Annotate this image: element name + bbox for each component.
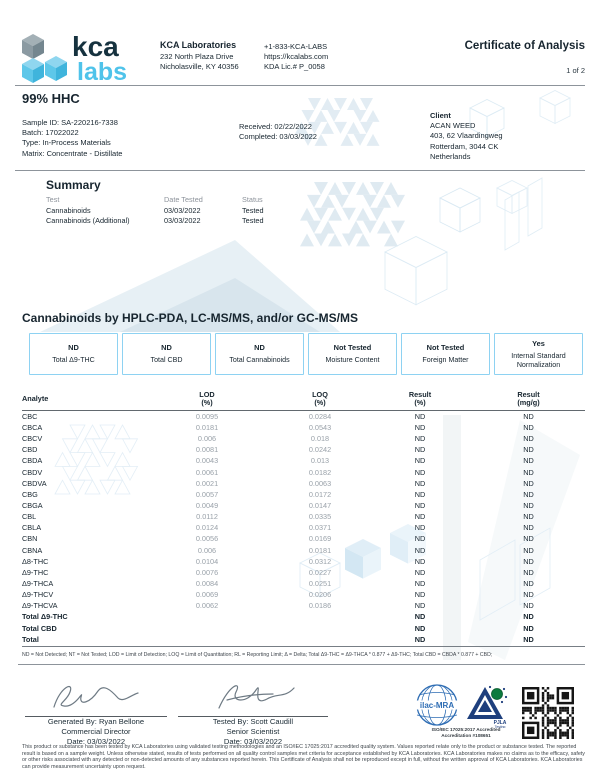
client-name: ACAN WEED bbox=[430, 121, 476, 131]
analyte-row: CBLA 0.0124 0.0371 ND ND bbox=[22, 523, 534, 533]
tested-by-name: Tested By: Scott Caudill bbox=[212, 717, 294, 726]
box-label: Total CBD bbox=[150, 356, 183, 365]
product-title: 99% HHC bbox=[22, 91, 80, 106]
sample-matrix: Matrix: Concentrate - Distillate bbox=[22, 148, 123, 158]
analyte-row: Δ9-THCA 0.0084 0.0251 ND ND bbox=[22, 578, 534, 588]
analyte-row: CBGA 0.0049 0.0147 ND ND bbox=[22, 501, 534, 510]
lab-website: https://kcalabs.com bbox=[264, 52, 329, 62]
result-summary-box bbox=[122, 333, 211, 375]
analyte-row: Δ9-THCVA 0.0062 0.0186 ND ND bbox=[22, 601, 534, 611]
pjla-sub-label: Testing bbox=[494, 725, 506, 728]
result-summary-box bbox=[494, 333, 583, 375]
summary-row: Cannabinoids (Additional) 03/03/2022 Tested bbox=[46, 216, 264, 226]
generated-by-block bbox=[25, 680, 167, 746]
qr-code bbox=[522, 687, 574, 744]
lab-address-2: Nicholasville, KY 40356 bbox=[160, 62, 239, 72]
logo-text-labs: labs bbox=[77, 58, 128, 84]
tested-by-date: Date: 03/03/2022 bbox=[223, 736, 283, 746]
result-summary-boxes bbox=[29, 333, 583, 375]
column-header: Analyte bbox=[22, 394, 49, 404]
accreditation-text: ISO/IEC 17025:2017 Accredited Accreditation #108651 bbox=[431, 727, 501, 738]
box-label: Total Cannabinoids bbox=[229, 356, 290, 365]
analyte-row: Δ8-THC 0.0104 0.0312 ND ND bbox=[22, 556, 534, 566]
date-received: Received: 02/22/2022 bbox=[239, 122, 312, 131]
lab-license: KDA Lic.# P_0058 bbox=[264, 62, 325, 72]
summary-table-body bbox=[46, 206, 322, 227]
box-value: Yes bbox=[532, 339, 545, 349]
analyte-row: CBC 0.0095 0.0284 ND ND bbox=[22, 411, 534, 421]
box-label: Moisture Content bbox=[325, 356, 380, 365]
tested-by-title: Senior Scientist bbox=[226, 726, 280, 736]
analyte-row: Total Δ9-THC ND ND bbox=[22, 612, 534, 622]
logo-text-kca: kca bbox=[72, 31, 119, 62]
summary-table bbox=[46, 195, 322, 227]
result-summary-box bbox=[401, 333, 490, 375]
client-address-2: Rotterdam, 3044 CK bbox=[430, 141, 499, 151]
column-header: LOQ (%) bbox=[312, 390, 328, 408]
lab-name: KCA Laboratories bbox=[160, 40, 237, 50]
box-label: Total Δ9-THC bbox=[52, 356, 95, 365]
result-summary-box bbox=[215, 333, 304, 375]
summary-title: Summary bbox=[46, 178, 101, 192]
box-label: Foreign Matter bbox=[422, 356, 469, 365]
client-address-1: 403, 62 Vlaardingweg bbox=[430, 131, 503, 141]
analyte-row: CBN 0.0056 0.0169 ND ND bbox=[22, 534, 534, 544]
analyte-row: CBL 0.0112 0.0335 ND ND bbox=[22, 512, 534, 522]
analyte-table-body bbox=[22, 411, 585, 645]
result-summary-box bbox=[29, 333, 118, 375]
client-address-3: Netherlands bbox=[430, 151, 471, 161]
box-value: Not Tested bbox=[426, 343, 465, 353]
analyte-row: Total CBD ND ND bbox=[22, 623, 534, 633]
analyte-row: Δ9-THCV 0.0069 0.0206 ND ND bbox=[22, 590, 534, 600]
ilac-mra-badge-icon bbox=[413, 683, 461, 729]
analyte-table bbox=[22, 391, 585, 647]
lab-address-1: 232 North Plaza Drive bbox=[160, 52, 234, 61]
client-label: Client bbox=[430, 111, 451, 120]
box-value: ND bbox=[68, 343, 79, 353]
analyte-row: CBDA 0.0043 0.013 ND ND bbox=[22, 456, 534, 466]
footer-disclaimer: This product or substance has been tested by KCA Laboratories using validated testing methodologies and an ISO/IEC 17025:2017 accredited quality system. Values reported relate only to the product or substance tested. The reported result is based on a sample weight. Unless otherwise stated, results of tests performed on all quality control samples met criteria for acceptance established by KCA Laboratories. KCA Laboratories makes no claims as to the efficacy, safety or other risks associated with any detected or non-detected amounts of any substances reported herein. This Certificate of Analysis shall not be reproduced except in full, without the written approval of KCA Laboratories. KCA Laboratories can provide measurement uncertainty upon request. bbox=[22, 744, 585, 770]
column-header: Result (%) bbox=[408, 390, 432, 408]
analyte-row: CBNA 0.006 0.0181 ND ND bbox=[22, 545, 534, 555]
box-label: Internal Standard Normalization bbox=[511, 352, 566, 369]
sample-type: Type: In-Process Materials bbox=[22, 138, 111, 148]
tested-by-block bbox=[178, 680, 328, 746]
footnote-divider bbox=[18, 664, 585, 665]
sample-batch: Batch: 17022022 bbox=[22, 128, 79, 138]
box-value: ND bbox=[161, 343, 172, 353]
summary-table-header: Test Date Tested Status bbox=[46, 195, 263, 204]
signature-generated-icon bbox=[40, 680, 152, 710]
box-value: ND bbox=[254, 343, 265, 353]
generated-by-title: Commercial Director bbox=[61, 726, 131, 736]
generated-by-date: Date: 03/03/2022 bbox=[66, 736, 126, 746]
column-header: Result (mg/g) bbox=[517, 390, 540, 408]
analyte-row: CBG 0.0057 0.0172 ND ND bbox=[22, 489, 534, 499]
box-value: Not Tested bbox=[333, 343, 372, 353]
cannabinoids-section-title: Cannabinoids by HPLC-PDA, LC-MS/MS, and/or GC-MS/MS bbox=[22, 311, 358, 325]
analyte-row: CBCV 0.006 0.018 ND ND bbox=[22, 434, 534, 444]
page-indicator: 1 of 2 bbox=[566, 66, 585, 75]
ilac-mra-label: ilac-MRA bbox=[419, 700, 455, 710]
sample-id: Sample ID: SA-220216-7338 bbox=[22, 118, 118, 127]
pjla-badge-icon bbox=[466, 684, 512, 728]
result-summary-box bbox=[308, 333, 397, 375]
kca-labs-logo bbox=[14, 26, 156, 84]
signature-tested-icon bbox=[197, 680, 309, 710]
lab-phone: +1-833-KCA-LABS bbox=[264, 42, 328, 51]
pjla-label: PJLA bbox=[493, 720, 507, 726]
generated-by-name: Generated By: Ryan Bellone bbox=[47, 717, 145, 726]
sample-divider bbox=[15, 170, 585, 171]
analyte-row: Δ9-THC 0.0076 0.0227 ND ND bbox=[22, 567, 534, 577]
document-title: Certificate of Analysis bbox=[464, 40, 585, 52]
summary-row: Cannabinoids 03/03/2022 Tested bbox=[46, 205, 264, 215]
analyte-row: Total ND ND bbox=[22, 634, 534, 644]
analyte-table-header bbox=[22, 391, 585, 411]
table-footnote: ND = Not Detected; NT = Not Tested; LOD = Limit of Detection; LOQ = Limit of Quantitation; RL = Reporting Limit; Δ = Delta; Total Δ9-THC = Δ9-THCA * 0.877 + Δ9-THC; Total CBD = CBDA * 0.877 + CBD; bbox=[22, 652, 493, 658]
analyte-row: CBCA 0.0181 0.0543 ND ND bbox=[22, 423, 534, 433]
column-header: LOD (%) bbox=[199, 390, 215, 408]
analyte-row: CBDV 0.0061 0.0182 ND ND bbox=[22, 467, 534, 477]
header-divider bbox=[15, 85, 585, 86]
table-bottom-rule bbox=[22, 646, 585, 647]
analyte-row: CBDVA 0.0021 0.0063 ND ND bbox=[22, 478, 534, 488]
date-completed: Completed: 03/03/2022 bbox=[239, 132, 317, 142]
analyte-row: CBD 0.0081 0.0242 ND ND bbox=[22, 445, 534, 455]
